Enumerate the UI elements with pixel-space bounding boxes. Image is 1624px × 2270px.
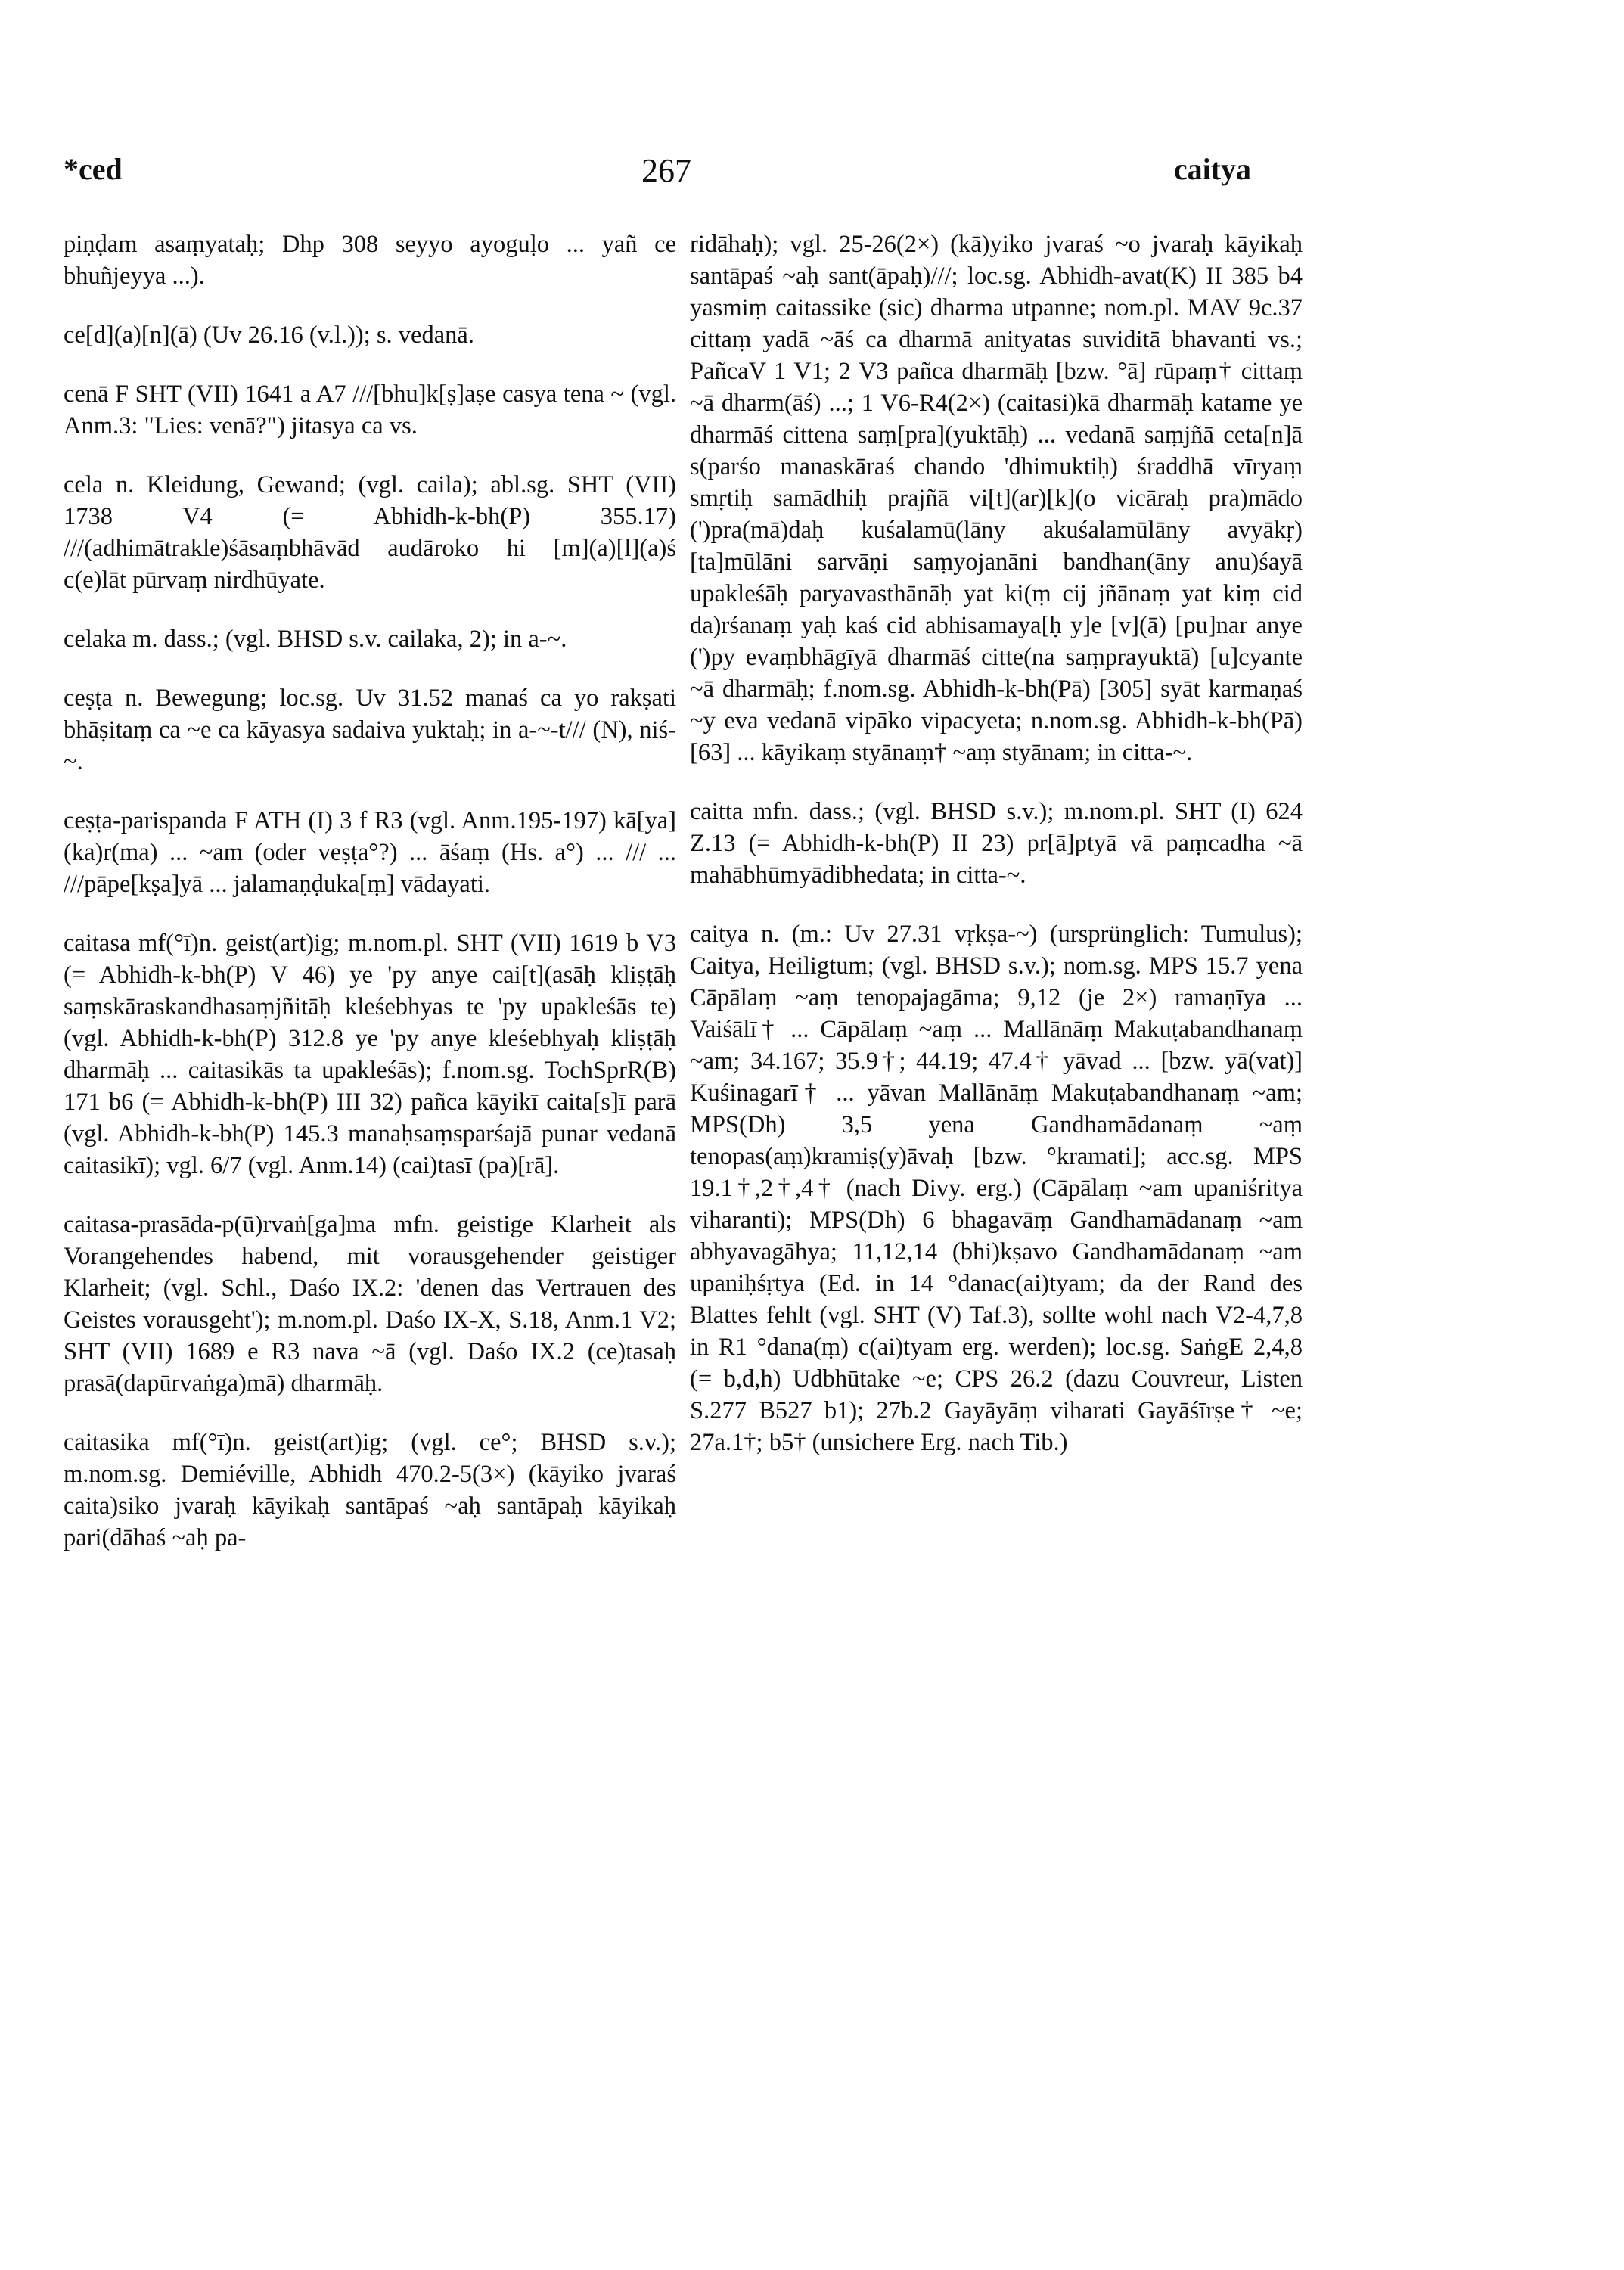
right-column xyxy=(690,228,1303,1486)
dictionary-entry: caitasa mf(°ī)n. geist(art)ig; m.nom.pl. SHT (VII) 1619 b V3 (= Abhidh-k-bh(P) V 46) ye 'py anye cai[t](asāḥ kliṣṭāḥ saṃskāraskandhasaṃjñitāḥ kleśebhyas te 'py upakleśās te) (vgl. Abhidh-k-bh(P) 312.8 ye 'py anye kleśebhyaḥ kliṣṭāḥ dharmāḥ ... caitasikās ta upakleśās); f.nom.sg. TochSprR(B) 171 b6 (= Abhidh-k-bh(P) III 32) pañca kāyikī caita[s]ī parā (vgl. Abhidh-k-bh(P) 145.3 manaḥsaṃsparśajā punar vedanā caitasikī); vgl. 6/7 (vgl. Anm.14) (cai)tasī (pa)[rā]. xyxy=(64,930,676,1179)
dictionary-entry: ceṣṭa n. Bewegung; loc.sg. Uv 31.52 manaś ca yo rakṣati bhāṣitaṃ ca ~e ca kāyasya sadaiva yuktaḥ; in a-~-t/// (N), niś-~. xyxy=(64,685,676,775)
dictionary-entry: caitasika mf(°ī)n. geist(art)ig; (vgl. ce°; BHSD s.v.); m.nom.sg. Demiéville, Abhidh 470.2-5(3×) (kāyiko jvaraś caita)siko jvaraḥ kāyikaḥ santāpaś ~aḥ santāpaḥ kāyikaḥ pari(dāhaś ~aḥ pa- xyxy=(64,1429,676,1551)
dictionary-entry: ridāhaḥ); vgl. 25-26(2×) (kā)yiko jvaraś ~o jvaraḥ kāyikaḥ santāpaś ~aḥ sant(āpaḥ)///; loc.sg. Abhidh-avat(K) II 385 b4 yasmiṃ caitassike (sic) dharma utpanne; nom.pl. MAV 9c.37 cittaṃ yadā ~āś ca dharmā anityatas suviditā bhavanti vs.; PañcaV 1 V1; 2 V3 pañca dharmāḥ [bzw. °ā] rūpaṃ† cittaṃ ~ā dharm(āś) ...; 1 V6-R4(2×) (caitasi)kā dharmāḥ katame ye dharmāś cittena saṃ[pra](yuktāḥ) ... vedanā saṃjñā ceta[n]ā s(parśo manaskāraś chando 'dhimuktiḥ) śraddhā vīryaṃ smṛtiḥ samādhiḥ prajñā vi[t](ar)[k](o vicāraḥ pra)mādo (')pra(mā)daḥ kuśalamū(lāny akuśalamūlāny avyākṛ)[ta]mūlāni sarvāṇi saṃyojanāni bandhan(āny anu)śayā upakleśāḥ paryavasthānāḥ yat ki(ṃ cij jñānaṃ yat kiṃ cid da)rśanaṃ yaḥ kaś cid abhisamaya[ḥ y]e [v](ā) [pu]nar anye (')py evaṃbhāgīyā dharmāś citte(na saṃprayuktā) [u]cyante ~ā dharmāḥ; f.nom.sg. Abhidh-k-bh(Pā) [305] syāt karmaṇaś ~y eva vedanā vipāko vipacyeta; n.nom.sg. Abhidh-k-bh(Pā) [63] ... kāyikaṃ styānaṃ† ~aṃ styānam; in citta-~. xyxy=(690,231,1303,766)
dictionary-entry: caitasa-prasāda-p(ū)rvaṅ[ga]ma mfn. geistige Klarheit als Vorangehendes habend, mit vorausgehender geistiger Klarheit; (vgl. Schl., Daśo IX.2: 'denen das Vertrauen des Geistes vorausgeht'); m.nom.pl. Daśo IX-X, S.18, Anm.1 V2; SHT (VII) 1689 e R3 nava ~ā (vgl. Daśo IX.2 (ce)tasaḥ prasā(dapūrvaṅga)mā) dharmāḥ. xyxy=(64,1211,676,1397)
dictionary-entry: ce[d](a)[n](ā) (Uv 26.16 (v.l.)); s. vedanā. xyxy=(64,321,474,349)
header-left-guideword: *ced xyxy=(64,152,123,186)
dictionary-entry: cenā F SHT (VII) 1641 a A7 ///[bhu]k[ṣ]aṣe casya tena ~ (vgl. Anm.3: "Lies: venā?") jitasya ca vs. xyxy=(64,380,676,439)
dictionary-entry: caitta mfn. dass.; (vgl. BHSD s.v.); m.nom.pl. SHT (I) 624 Z.13 (= Abhidh-k-bh(P) II 23) pr[ā]ptyā vā paṃcadha ~ā mahābhūmyādibhedata; in citta-~. xyxy=(690,798,1303,889)
dictionary-entry: ceṣṭa-parispanda F ATH (I) 3 f R3 (vgl. Anm.195-197) kā[ya](ka)r(ma) ... ~am (oder veṣṭa°?) ... āśaṃ (Hs. a°) ... /// ... ///pāpe[kṣa]yā ... jalamaṇḍuka[ṃ] vādayati. xyxy=(64,807,676,898)
dictionary-entry: caitya n. (m.: Uv 27.31 vṛkṣa-~) (ursprünglich: Tumulus); Caitya, Heiligtum; (vgl. BHSD s.v.); nom.sg. MPS 15.7 yena Cāpālaṃ ~aṃ tenopajagāma; 9,12 (je 2×) ramaṇīya ... Vaiśālī† ... Cāpālaṃ ~aṃ ... Mallānāṃ Makuṭabandhanaṃ ~am; 34.167; 35.9†; 44.19; 47.4† yāvad ... [bzw. yā(vat)] Kuśinagarī† ... yāvan Mallānāṃ Makuṭabandhanaṃ ~am; MPS(Dh) 3,5 yena Gandhamādanaṃ ~aṃ tenopas(aṃ)kramiṣ(y)āvaḥ [bzw. °kramati]; acc.sg. MPS 19.1†,2†,4† (nach Divy. erg.) (Cāpālaṃ ~am upaniśritya viharanti); MPS(Dh) 6 bhagavāṃ Gandhamādanaṃ ~am abhyavagāhya; 11,12,14 (bhi)kṣavo Gandhamādanaṃ ~am upaniḥśṛtya (Ed. in 14 °danac(ai)tyam; da der Rand des Blattes fehlt (vgl. SHT (V) Taf.3), sollte wohl nach V2-4,7,8 in R1 °dana(ṃ) c(ai)tyam erg. werden); loc.sg. SaṅgE 2,4,8 (= b,d,h) Udbhūtake ~e; CPS 26.2 (dazu Couvreur, Listen S.277 B527 b1); 27b.2 Gayāyāṃ viharati Gayāśīrṣe† ~e; 27a.1†; b5† (unsichere Erg. nach Tib.) xyxy=(690,921,1303,1456)
dictionary-entry: piṇḍam asaṃyataḥ; Dhp 308 seyyo ayoguḷo ... yañ ce bhuñjeyya ...). xyxy=(64,231,676,290)
page-number: 267 xyxy=(641,152,691,189)
left-column xyxy=(64,228,676,1581)
page-header xyxy=(0,151,1624,197)
dictionary-entry: celaka m. dass.; (vgl. BHSD s.v. cailaka, 2); in a-~. xyxy=(64,626,567,653)
dictionary-entry: cela n. Kleidung, Gewand; (vgl. caila); abl.sg. SHT (VII) 1738 V4 (= Abhidh-k-bh(P) 355.17) ///(adhimātrakle)śāsaṃbhāvād audāroko hi [m](a)[l](a)ś c(e)lāt pūrvaṃ nirdhūyate. xyxy=(64,471,676,594)
header-right-guideword: caitya xyxy=(1173,152,1251,186)
